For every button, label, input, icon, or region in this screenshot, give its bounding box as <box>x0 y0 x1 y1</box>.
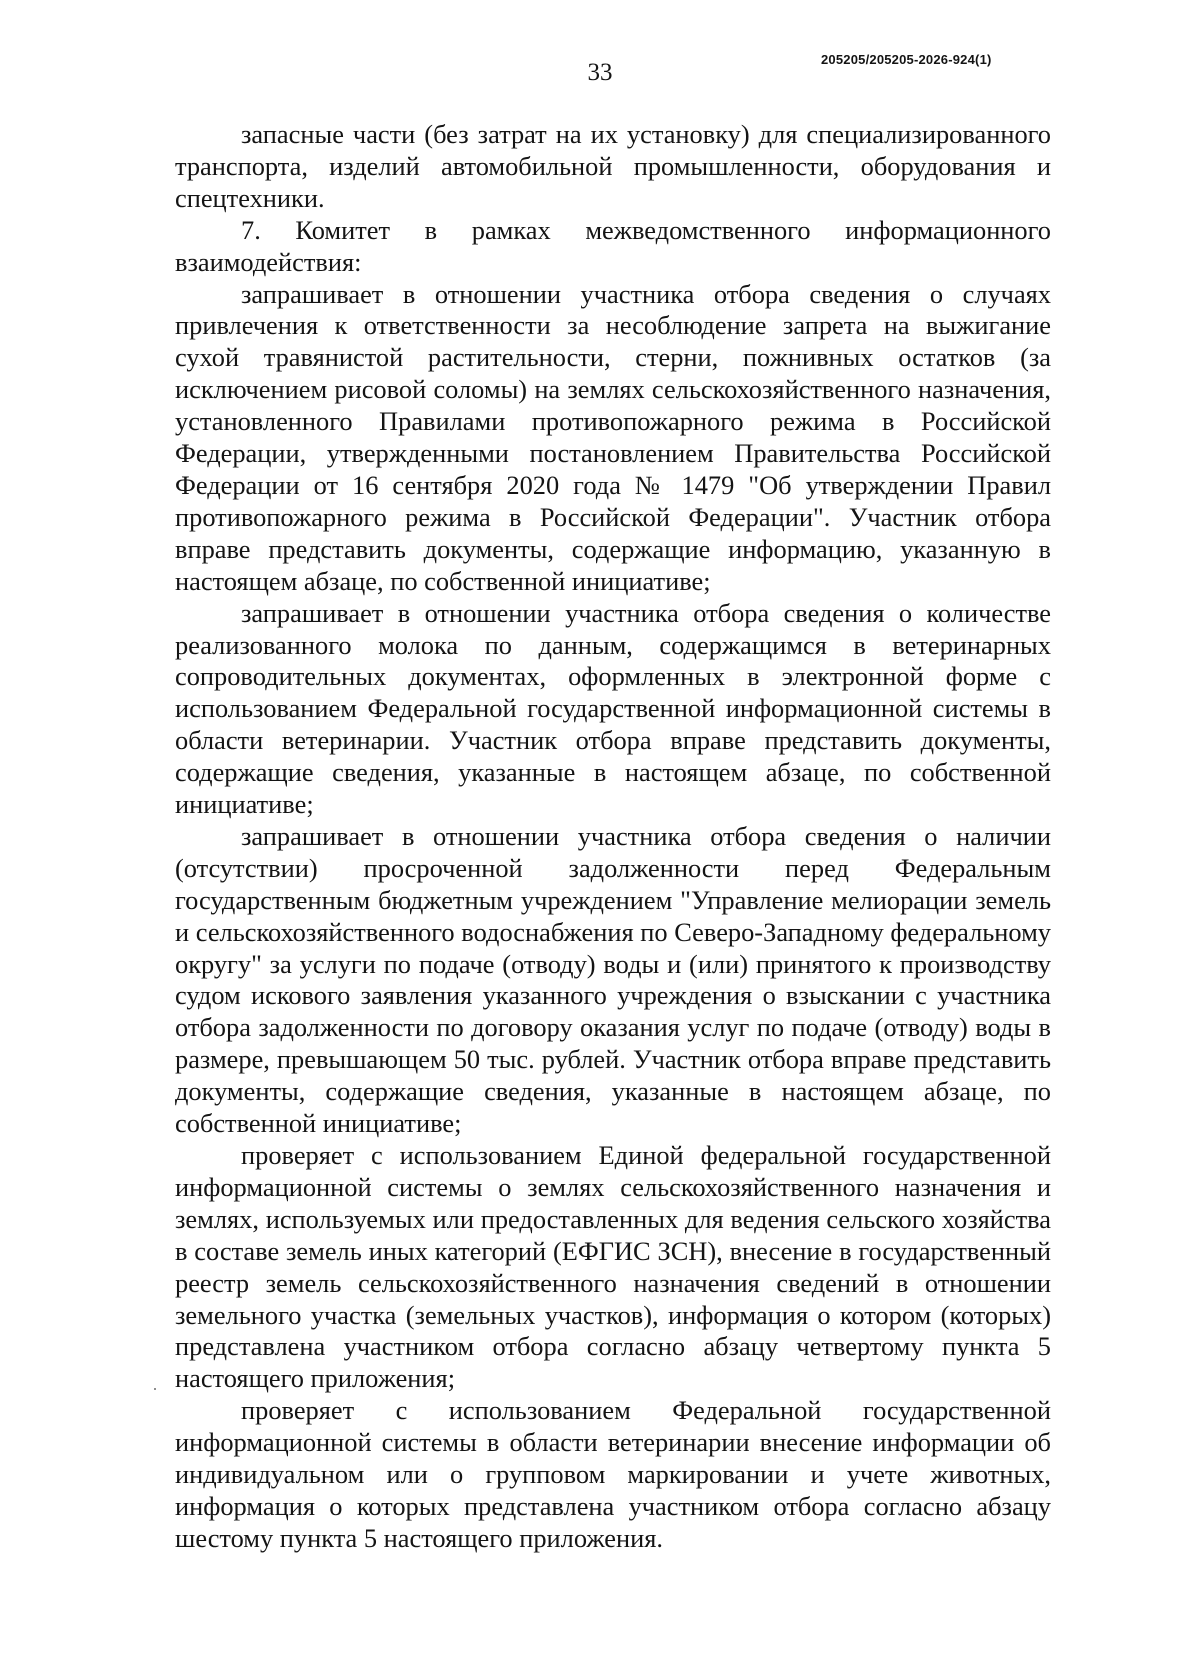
paragraph-spare-parts: запасные части (без затрат на их установку) для специализированного транспорта, изделий автомобильной промышленности, оборудования и спецтехники. <box>175 119 1051 213</box>
document-body <box>175 119 1051 1555</box>
paragraph-item-7: 7. Комитет в рамках межведомственного информационного взаимодействия: <box>175 214 1051 277</box>
paragraph-land-register-check: проверяет с использованием Единой федеральной государственной информационной системы о землях сельскохозяйственного назначения и землях, используемых или предоставленных для ведения сельского хозяйства в составе земель иных категорий (ЕФГИС ЗСН), внесение в государственный реестр земель сельскохозяйственного назначения сведений в отношении земельного участка (земельных участков), информация о котором (которых) представлена участником отбора согласно абзацу четвертому пункта 5 настоящего приложения; <box>175 1140 1051 1394</box>
paragraph-fire-safety-request: запрашивает в отношении участника отбора сведения о случаях привлечения к ответственности за несоблюдение запрета на выжигание сухой травянистой растительности, стерни, пожнивных остатков (за исключением рисовой соломы) на землях сельскохозяйственного назначения, установленного Правилами противопожарного режима в Российской Федерации, утвержденными постановлением Правительства Российской Федерации от 16 сентября 2020 года № 1479 "Об утверждении Правил противопожарного режима в Российской Федерации". Участник отбора вправе представить документы, содержащие информацию, указанную в настоящем абзаце, по собственной инициативе; <box>175 278 1051 596</box>
paragraph-animal-marking-check: проверяет с использованием Федеральной государственной информационной системы в области ветеринарии внесение информации об индивидуальном или о групповом маркировании и учете животных, информация о которых представлена участником отбора согласно абзацу шестому пункта 5 настоящего приложения. <box>175 1395 1051 1553</box>
page-number: 33 <box>587 59 613 86</box>
paragraph-milk-request: запрашивает в отношении участника отбора сведения о количестве реализованного молока по данным, содержащимся в ветеринарных сопроводительных документах, оформленных в электронной форме с использованием Федеральной государственной информационной системы в области ветеринарии. Участник отбора вправе представить документы, содержащие сведения, указанные в настоящем абзаце, по собственной инициативе; <box>175 597 1051 820</box>
paragraph-debt-request: запрашивает в отношении участника отбора сведения о наличии (отсутствии) просроченной задолженности перед Федеральным государственным бюджетным учреждением "Управление мелиорации земель и сельскохозяйственного водоснабжения по Северо-Западному федеральному округу" за услуги по подаче (отводу) воды и (или) принятого к производству судом искового заявления указанного учреждения о взыскании с участника отбора задолженности по договору оказания услуг по подаче (отводу) воды в размере, превышающем 50 тыс. рублей. Участник отбора вправе представить документы, содержащие сведения, указанные в настоящем абзаце, по собственной инициативе; <box>175 820 1051 1139</box>
document-code: 205205/205205-2026-924(1) <box>821 52 992 67</box>
scan-dot <box>154 1388 156 1390</box>
